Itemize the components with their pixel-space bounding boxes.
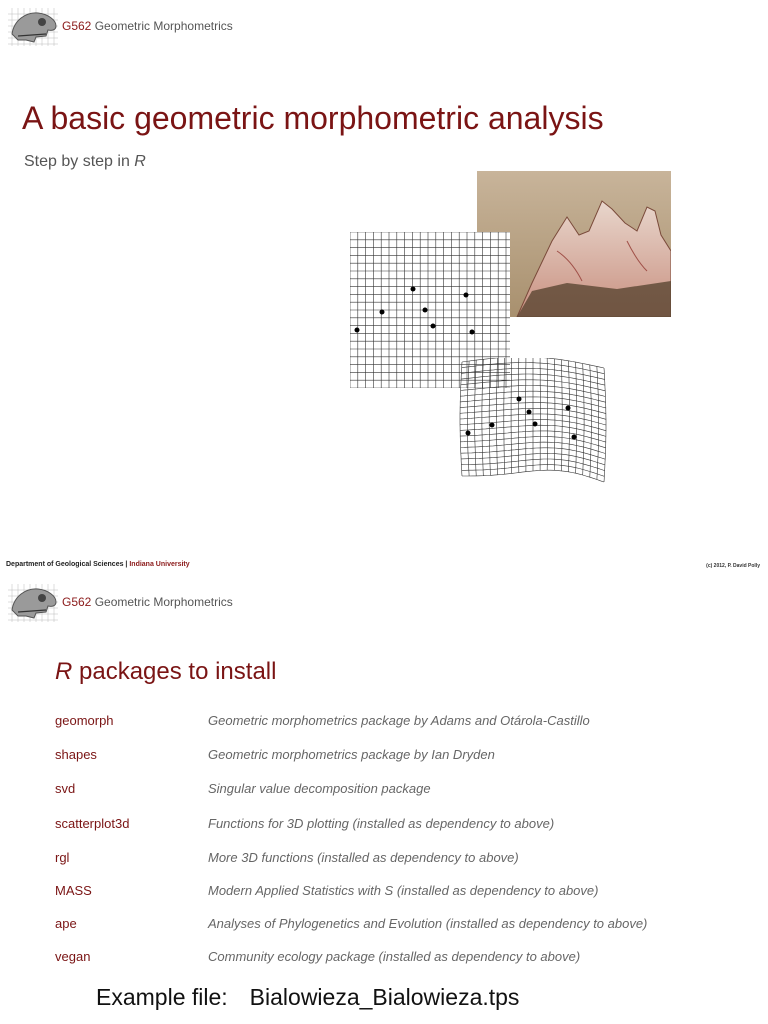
footer-copyright: (c) 2012, P. David Polly bbox=[706, 563, 760, 569]
course-code: G562 bbox=[62, 595, 92, 609]
package-name: geomorph bbox=[55, 712, 114, 728]
slide-header bbox=[6, 580, 233, 624]
slide-subtitle bbox=[24, 153, 146, 171]
example-label: Example file: bbox=[96, 984, 228, 1010]
package-description: Functions for 3D plotting (installed as dependency to above) bbox=[208, 815, 555, 831]
title-r: R bbox=[55, 658, 73, 685]
university-name: Indiana University bbox=[129, 561, 190, 568]
subtitle-text: Step by step in bbox=[24, 153, 135, 170]
package-name: ape bbox=[55, 915, 77, 931]
example-file bbox=[96, 984, 519, 1011]
department-name: Department of Geological Sciences bbox=[6, 561, 124, 568]
course-label bbox=[62, 595, 233, 609]
package-name: scatterplot3d bbox=[55, 815, 130, 831]
packages-slide bbox=[0, 576, 768, 1024]
slide-title bbox=[55, 658, 276, 686]
package-description: Community ecology package (installed as dependency to above) bbox=[208, 948, 581, 964]
package-name: rgl bbox=[55, 849, 70, 865]
list-item bbox=[55, 710, 590, 730]
list-item bbox=[55, 946, 580, 966]
package-name: MASS bbox=[55, 882, 92, 898]
package-description: Modern Applied Statistics with S (installed as dependency to above) bbox=[208, 882, 599, 898]
footer-separator: | bbox=[123, 561, 130, 568]
package-name: shapes bbox=[55, 746, 97, 762]
course-code: G562 bbox=[62, 19, 92, 33]
list-item bbox=[55, 880, 598, 900]
skull-logo-icon bbox=[6, 4, 60, 48]
course-label bbox=[62, 19, 233, 33]
title-text: packages to install bbox=[72, 658, 277, 685]
slide-title: A basic geometric morphometric analysis bbox=[22, 100, 604, 136]
list-item bbox=[55, 847, 519, 867]
skull-logo-icon bbox=[6, 580, 60, 624]
list-item bbox=[55, 813, 554, 833]
package-description: Singular value decomposition package bbox=[208, 780, 431, 796]
list-item bbox=[55, 744, 495, 764]
list-item bbox=[55, 913, 647, 933]
package-description: Analyses of Phylogenetics and Evolution (installed as dependency to above) bbox=[208, 915, 648, 931]
course-name: Geometric Morphometrics bbox=[94, 595, 233, 609]
footer-department bbox=[6, 561, 190, 568]
list-item bbox=[55, 778, 431, 798]
package-description: More 3D functions (installed as dependency to above) bbox=[208, 849, 519, 865]
deformed-grid-diagram bbox=[458, 358, 608, 484]
course-name: Geometric Morphometrics bbox=[94, 19, 233, 33]
slide-header bbox=[6, 4, 233, 48]
package-description: Geometric morphometrics package by Ian Dryden bbox=[208, 746, 495, 762]
subtitle-r: R bbox=[134, 153, 146, 170]
package-description: Geometric morphometrics package by Adams and Otárola-Castillo bbox=[208, 712, 590, 728]
example-filename: Bialowieza_Bialowieza.tps bbox=[249, 984, 520, 1010]
package-name: vegan bbox=[55, 948, 91, 964]
package-name: svd bbox=[55, 780, 76, 796]
